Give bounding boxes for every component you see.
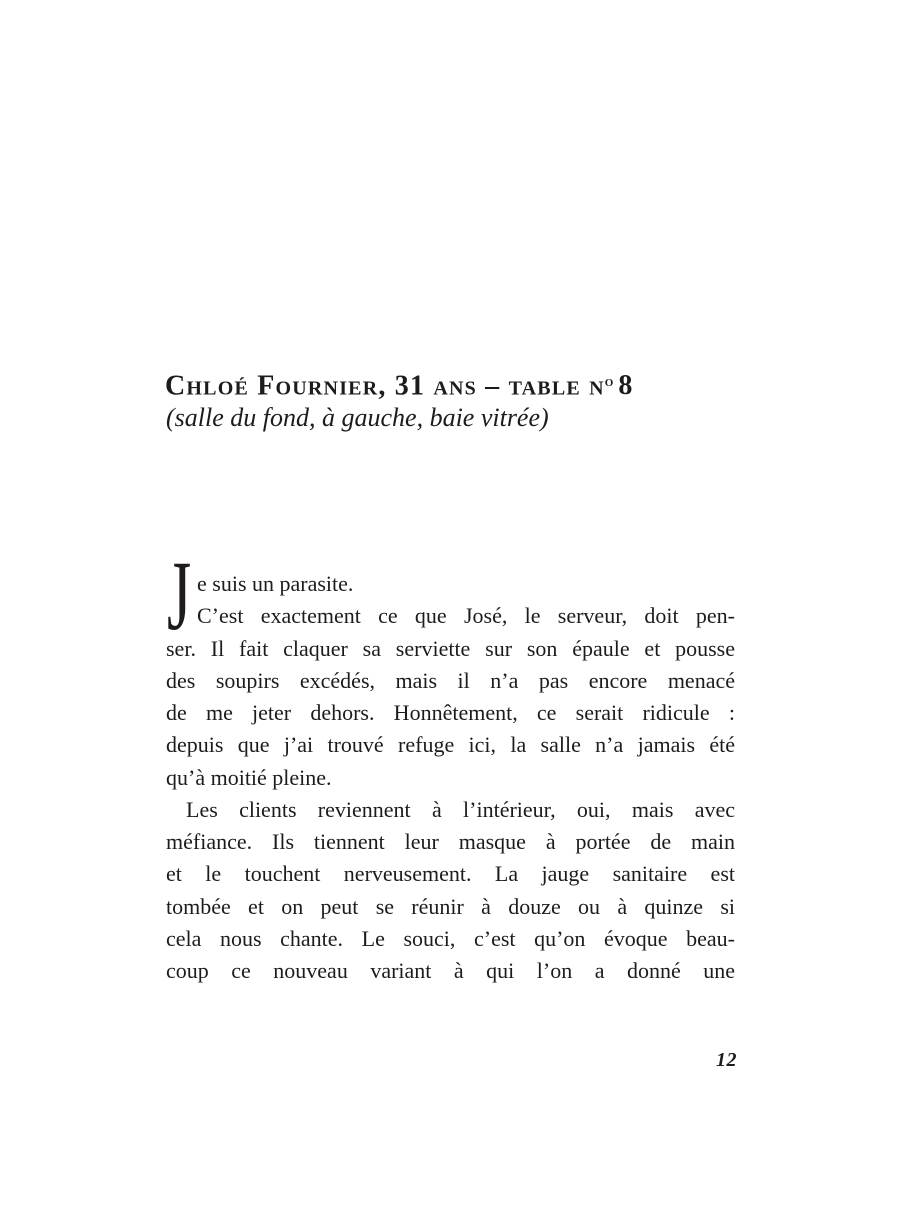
body-line: depuis que j’ai trouvé refuge ici, la salle n’a jamais été <box>166 732 735 758</box>
drop-cap: J <box>167 540 192 651</box>
body-line: Les clients reviennent à l’intérieur, oui, mais avec <box>186 796 735 822</box>
chapter-heading <box>165 364 765 404</box>
body-line: C’est exactement ce que José, le serveur, doit pen- <box>197 603 735 629</box>
chapter-subtitle: (salle du fond, à gauche, baie vitrée) <box>166 403 549 432</box>
body-line: coup ce nouveau variant à qui l’on a donné une <box>166 958 735 983</box>
body-line: ser. Il fait claquer sa serviette sur son épaule et pousse <box>166 635 735 661</box>
ordinal-superscript: o <box>604 373 614 390</box>
body-line: de me jeter dehors. Honnêtement, ce serait ridicule : <box>166 700 735 725</box>
body-line: e suis un parasite. <box>197 571 354 596</box>
body-text-block <box>166 540 735 987</box>
body-line: et le touchent nerveusement. La jauge sanitaire est <box>166 861 735 887</box>
body-line: tombée et on peut se réunir à douze ou à quinze si <box>166 893 735 919</box>
body-line: qu’à moitié pleine. <box>166 764 332 790</box>
page-number: 12 <box>716 1049 737 1071</box>
table-number: 8 <box>618 370 633 402</box>
chapter-heading-text: Chloé Fournier, 31 ans – table n <box>165 370 605 402</box>
body-line: méfiance. Ils tiennent leur masque à portée de main <box>166 829 735 854</box>
body-line: cela nous chante. Le souci, c’est qu’on évoque beau- <box>166 925 735 951</box>
body-line: des soupirs excédés, mais il n’a pas encore menacé <box>166 667 735 693</box>
